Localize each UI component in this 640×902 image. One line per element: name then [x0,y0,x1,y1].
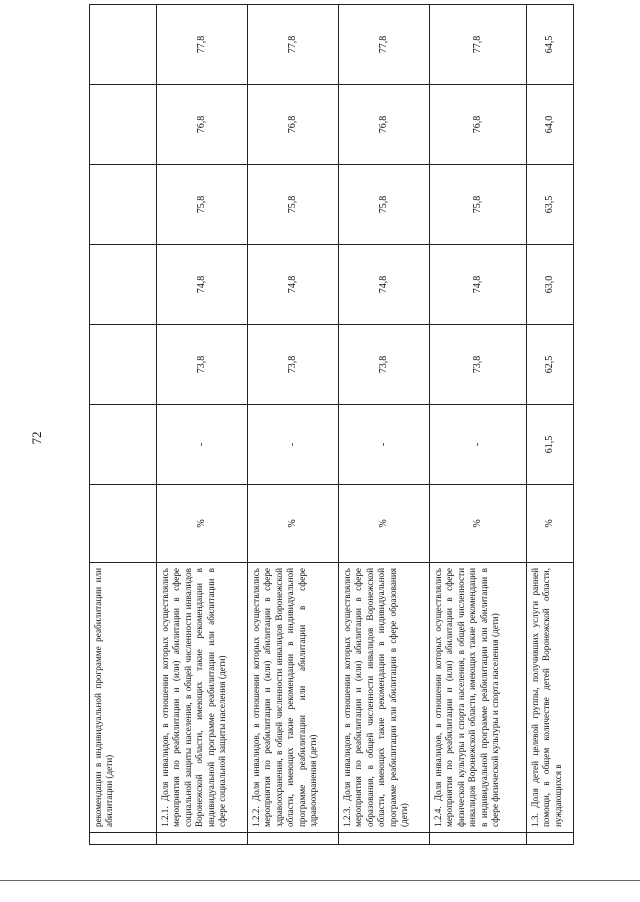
rotated-table-wrapper [89,5,619,845]
index-cell [248,833,339,845]
value-cell: 73,8 [339,325,430,405]
value-cell: 77,8 [157,5,248,85]
table-row [248,5,339,845]
value-cell: 77,8 [430,5,527,85]
indicator-name: 1.2.2. Доля инвалидов, в отношении которых осуществлялись мероприятия по реабилитации и (или) абилитации в сфере здравоохранения, в общей численности инвалидов Воронежской области, имеющих такие рекомендации в индивидуальной программе реабилитации или абилитации в сфере здравоохранения (дети) [248,563,339,833]
index-cell [90,833,157,845]
value-cell: 61,5 [527,405,574,485]
value-cell: - [248,405,339,485]
unit-cell: % [157,485,248,563]
value-cell: 77,8 [248,5,339,85]
value-cell: - [157,405,248,485]
value-cell: - [430,405,527,485]
unit-cell: % [527,485,574,563]
value-cell: 73,8 [248,325,339,405]
value-cell: 76,8 [430,85,527,165]
value-cell: 63,0 [527,245,574,325]
value-cell [90,165,157,245]
value-cell: 74,8 [248,245,339,325]
value-cell: - [339,405,430,485]
value-cell [90,325,157,405]
value-cell: 74,8 [339,245,430,325]
indicator-name: 1.2.1. Доля инвалидов, в отношении которых осуществлялись мероприятия по реабилитации и (или) абилитации в сфере социальной защиты населения, в общей численности инвалидов Воронежской области, имеющих такие рекомендации в индивидуальной программе реабилитации или абилитации в сфере социальной защиты населения (дети) [157,563,248,833]
table-row [430,5,527,845]
unit-cell: % [339,485,430,563]
value-cell: 75,8 [430,165,527,245]
unit-cell: % [430,485,527,563]
value-cell: 74,8 [157,245,248,325]
value-cell: 73,8 [430,325,527,405]
indicator-name: 1.2.3. Доля инвалидов, в отношении которых осуществлялись мероприятия по реабилитации и (или) абилитации в сфере образования, в общей численности инвалидов Воронежской области, имеющих такие рекомендации в индивидуальной программе реабилитации или абилитации в сфере образования (дети) [339,563,430,833]
table-row [527,5,574,845]
value-cell: 73,8 [157,325,248,405]
value-cell: 63,5 [527,165,574,245]
value-cell: 76,8 [248,85,339,165]
value-cell: 75,8 [339,165,430,245]
indicator-name: 1.2.4. Доля инвалидов, в отношении которых осуществлялись мероприятия по реабилитации и (или) абилитации в сфере физической культуры и спорта населения, в общей численности инвалидов Воронежской области, имеющих такие рекомендации в индивидуальной программе реабилитации или абилитации в сфере физической культуры и спорта населения (дети) [430,563,527,833]
indicator-name: рекомендации в индивидуальной программе реабилитации или абилитации (дети) [90,563,157,833]
value-cell [90,405,157,485]
value-cell: 62,5 [527,325,574,405]
value-cell: 64,0 [527,85,574,165]
unit-cell: % [248,485,339,563]
index-cell [157,833,248,845]
table-row [339,5,430,845]
value-cell: 76,8 [339,85,430,165]
value-cell [90,245,157,325]
scan-edge-divider [0,880,640,881]
index-cell [339,833,430,845]
page-number: 72 [29,431,44,445]
value-cell: 64,5 [527,5,574,85]
value-cell [90,85,157,165]
table-row [90,5,157,845]
value-cell: 75,8 [157,165,248,245]
indicator-table [89,4,574,845]
value-cell [90,5,157,85]
unit-cell [90,485,157,563]
value-cell: 74,8 [430,245,527,325]
indicator-name: 1.3. Доля детей целевой группы, получивших услуги ранней помощи, в общем количестве детей Воронежской области, нуждающихся в [527,563,574,833]
value-cell: 76,8 [157,85,248,165]
table-row [157,5,248,845]
value-cell: 75,8 [248,165,339,245]
index-cell [527,833,574,845]
index-cell [430,833,527,845]
rotated-page [89,5,619,845]
value-cell: 77,8 [339,5,430,85]
